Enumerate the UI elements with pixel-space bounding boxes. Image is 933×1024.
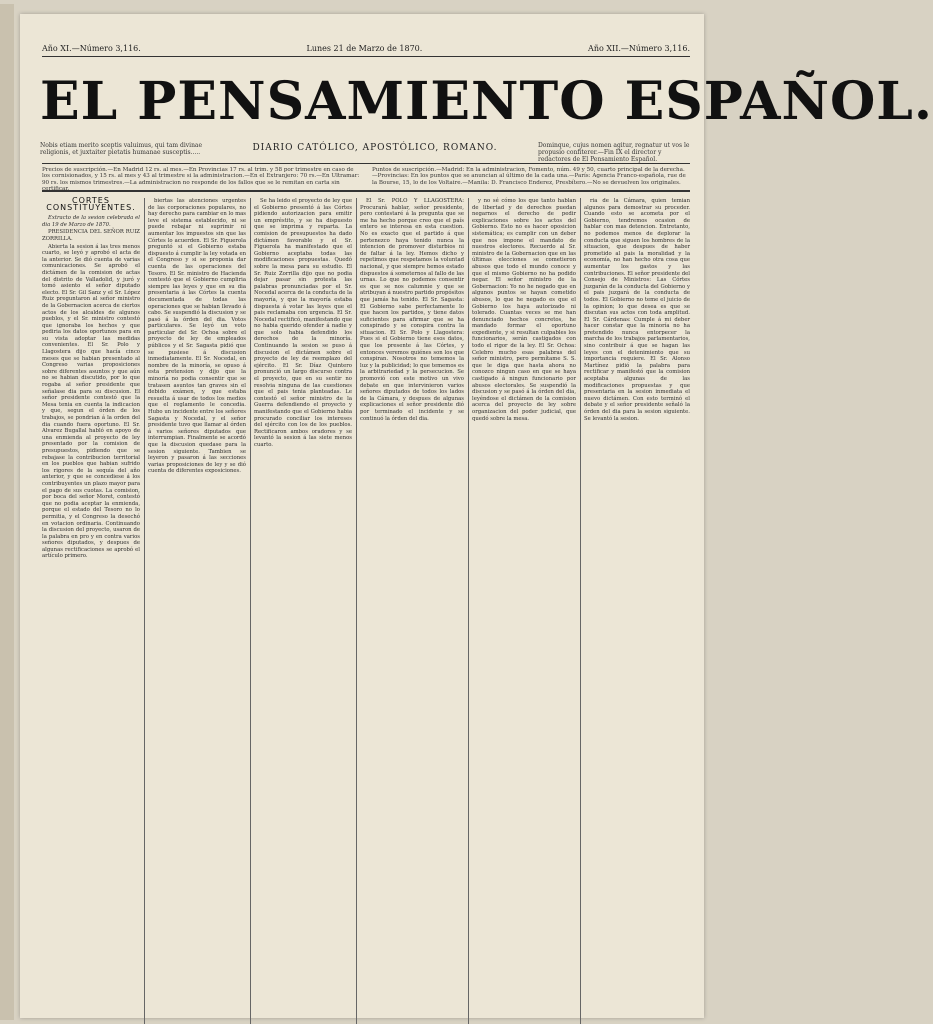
column-4-text: El Sr. POLO Y LLAGOSTERA: Procurará hablar, señor presidente, pero contestaré á la pregunta que se me ha hecho porque creo que el país entero se interesa en esta cuestion. No es exacto que el partido á que pertenezco haya tenido nunca la intencion de promover disturbios ni de faltar á la ley. Hemos dicho y repetimos que respetamos la voluntad nacional, y que siempre hemos estado dispuestos á someternos al fallo de las urnas. Lo que no podemos consentir es que se nos calumnie y que se atribuyan á nuestro partido propósitos que jamás ha tenido. El Sr. Sagasta: El Gobierno sabe perfectamente lo que hacen los partidos, y tiene datos suficientes para afirmar que se ha conspirado y se conspira contra la situacion. El Sr. Polo y Llagostera: Pues si el Gobierno tiene esos datos, que los presente á las Córtes, y entonces veremos quiénes son los que conspiran. Nosotros no tememos la luz y la publicidad; lo que tememos es la arbitrariedad y la persecucion. Se promovió con este motivo un vivo debate en que intervinieron varios señores diputados de todos los lados de la Cámara, y despues de algunas explicaciones el señor presidente dió por terminado el incidente y se continuó la órden del dia. — [360, 198, 464, 422]
section-presidency: PRESIDENCIA DEL SEÑOR RUIZ ZORRILLA. — [42, 229, 140, 242]
motto-right: Dominque, cujus nomen agitur, regnatur ut vos le propusio confiterer.—Fin IX el director y redactores de El Pensamiento Español. — [538, 142, 690, 163]
issue-date: Lunes 21 de Marzo de 1870. — [306, 44, 423, 53]
section-intro: Extracto de la sesion celebrada el dia 19 de Marzo de 1870. — [42, 215, 140, 228]
column-1 — [42, 198, 140, 1024]
column-3 — [254, 198, 352, 1024]
column-2-text: biertas las atenciones urgentes de las corporaciones populares, no hay derecho para cambiar en lo mas leve el sistema establecido, ni se puede rebajar ni suprimir ni aumentar los impuestos sin que las Córtes lo acuerden. El Sr. Figuerola preguntó si el Gobierno estaba dispuesto á cumplir la ley votada en el Congreso y si se proponia dar cuenta de las operaciones del Tesoro. El Sr. ministro de Hacienda contestó que el Gobierno cumpliria siempre las leyes y que en su dia presentaria á las Córtes la cuenta documentada de todas las operaciones que se habian llevado á cabo. Se suspendió la discusion y se pasó á la órden del dia. Votos particulares. Se leyó un voto particular del Sr. Ochoa sobre el proyecto de ley de empleados públicos y el Sr. Sagasta pidió que se pusiese á discusion inmediatamente. El Sr. Nocedal, en nombre de la minoría, se opuso á esta pretension y dijo que la minoría no podia consentir que se tratasen asuntos tan graves sin el debido exámen, y que estaba resuelta á usar de todos los medios que el reglamento le concedia. Hubo un incidente entre los señores Sagasta y Nocedal, y el señor presidente tuvo que llamar al órden á varios señores diputados que interrumpian. Finalmente se acordó que la discusion quedase para la sesion siguiente. Tambien se leyeron y pasaron á las secciones varias proposiciones de ley y se dió cuenta de diferentes exposiciones. — [148, 198, 246, 475]
column-2 — [148, 198, 246, 1024]
column-3-text: Se ha leido el proyecto de ley que el Gobierno presentó á las Córtes pidiendo autorizacion para emitir un empréstito, y se ha dispuesto que se imprima y reparta. La comision de presupuestos ha dado dictámen favorable y el Sr. Figuerola ha manifestado que el Gobierno aceptaba todas las modificaciones propuestas. Quedó sobre la mesa para su estudio. El Sr. Ruiz Zorrilla dijo que no podia dejar pasar sin protesta las palabras pronunciadas por el Sr. Nocedal acerca de la conducta de la mayoría, y que la mayoría estaba dispuesta á votar las leyes que el pais reclamaba con urgencia. El Sr. Nocedal rectificó, manifestando que no habia querido ofender á nadie y que solo habia defendido los derechos de la minoría. Continuando la sesion se puso á discusion el dictámen sobre el proyecto de ley de reemplazo del ejército. El Sr. Díaz Quintero pronunció un largo discurso contra el proyecto, que en su sentir no resolvia ninguna de las cuestiones que el pais tenia planteadas. Le contestó el señor ministro de la Guerra defendiendo el proyecto y manifestando que el Gobierno habia procurado conciliar los intereses del ejército con los de los pueblos. Rectificaron ambos oradores y se levantó la sesion á las siete menos cuarto. — [254, 198, 352, 448]
column-divider — [468, 198, 469, 1024]
masthead-subtitle: DIARIO CATÓLICO, APOSTÓLICO, ROMANO. — [252, 143, 498, 153]
column-divider — [580, 198, 581, 1024]
header-line — [42, 44, 690, 53]
column-5 — [472, 198, 576, 1024]
terms-rule — [42, 190, 690, 192]
issue-left: Año XI.—Número 3,116. — [42, 44, 141, 53]
motto-left: Nobis etiam merito sceptis valuimus, qui tam divinae religionis, et juxtaiter pietatis humanae susceptis..... — [40, 142, 203, 156]
column-divider — [356, 198, 357, 1024]
masthead-title: EL PENSAMIENTO ESPAÑOL. — [40, 71, 933, 132]
section-title: CORTES CONSTITUYENTES. — [46, 196, 136, 212]
column-5-text: y no sé cómo los que tanto hablan de libertad y de derechos puedan negarnos el derecho de pedir explicaciones sobre los actos del Gobierno. Esto no es hacer oposicion sistemática; es cumplir con un deber que nos impone el mandato de nuestros electores. Recuerdo al Sr. ministro de la Gobernacion que en las últimas elecciones se cometieron abusos que todo el mundo conoce y que el mismo Gobierno no ha podido negar. El señor ministro de la Gobernacion: Yo no he negado que en algunos puntos se hayan cometido abusos, lo que he negado es que el Gobierno los haya autorizado ni tolerado. Cuantas veces se me han denunciado hechos concretos, he mandado formar el oportuno expediente, y si resultan culpables los funcionarios, serán castigados con todo el rigor de la ley. El Sr. Ochoa: Celebro mucho esas palabras del señor ministro, pero permítame S. S. que le diga que hasta ahora no conozco ningun caso en que se haya castigado á ningun funcionario por abusos electorales. Se suspendió la discusion y se pasó á la órden del dia, leyéndose el dictámen de la comision acerca del proyecto de ley sobre organizacion del poder judicial, que quedó sobre la mesa. — [472, 198, 576, 422]
column-divider — [144, 198, 145, 1024]
column-4 — [360, 198, 464, 1024]
newspaper-page — [20, 14, 933, 1018]
column-1-text: Abierta la sesion á las tres menos cuarto, se leyó y aprobó el acta de la anterior. Se dió cuenta de varias comunicaciones. Se aprobó el dictámen de la comision de actas del distrito de Valladolid, y juró y tomó asiento el señor diputado electo. El Sr. Gil Sanz y el Sr. López Ruiz preguntaron al señor ministro de la Gobernacion acerca de ciertos actos de los alcaldes de algunos pueblos, y el Sr. ministro contestó que ignoraba los hechos y que pediria los datos oportunos para en su vista adoptar las medidas convenientes. El Sr. Polo y Llagostera dijo que hacía cinco meses que se habian presentado al Congreso varias proposiciones sobre diferentes asuntos y que aún no se habian discutido, por lo que rogaba al señor presidente que señalase dia para su discusion. El señor presidente contestó que la Mesa tenia en cuenta la indicacion y que, segun el órden de los trabajos, se pondrian á la orden del dia cuando fuera oportuno. El Sr. Alvarez Bugallal habló en apoyo de una enmienda al proyecto de ley presentado por la comision de presupuestos, pidiendo que se rebajase la contribucion territorial en los pueblos que habian sufrido los rigores de la sequía del año anterior, y que se concediese á los contribuyentes un plazo mayor para el pago de sus cuotas. La comision, por boca del señor Moret, contestó que no podia aceptar la enmienda, porque el estado del Tesoro no lo permitia, y el Congreso la desechó en votacion ordinaria. Continuando la discusion del proyecto, usaron de la palabra en pro y en contra varios señores diputados, y despues de algunas rectificaciones se aprobó el artículo primero. — [42, 243, 140, 560]
column-6-text: ria de la Cámara, quien temian algunos para demostrar su proceder. Cuando esto se acometa por el Gobierno, tendremos ocasion de hablar con mas detencion. Entretanto, no podemos menos de deplorar la conducta que siguen los hombres de la situacion, que despues de haber prometido al pais la moralidad y la economía, no han hecho otra cosa que aumentar los gastos y las contribuciones. El señor presidente del Consejo de Ministros: Las Córtes juzgarán de la conducta del Gobierno y el pais juzgará de la conducta de todos. El Gobierno no teme el juicio de la opinion; lo que desea es que se discutan sus actos con toda amplitud. El Sr. Cárdenas: Cumple á mi deber hacer constar que la minoría no ha pretendido nunca entorpecer la marcha de los trabajos parlamentarios, sino contribuir á que se hagan las leyes con el detenimiento que su importancia requiere. El Sr. Alonso Martínez pidió la palabra para rectificar y manifestó que la comision aceptaba algunas de las modificaciones propuestas y que presentaria en la sesion inmediata el nuevo dictámen. Con esto terminó el debate y el señor presidente señaló la órden del dia para la sesion siguiente. Se levantó la sesion. — [584, 198, 690, 422]
subscription-prices: Precios de suscripción.—En Madrid 12 rs. al mes.—En Provincias 17 rs. al trim. y 58 por trimestre en caso de los cornisionados, y 15 rs. al mes y 43 al trimestre si la administracion.—En el Extranjero: 70 rs.—En Ultramar: 90 rs. los mismos trimestres.—La administracion no responde de los fallos que se le remitan en carta sin — [42, 167, 360, 186]
masthead-rule — [42, 163, 690, 164]
header-rule — [42, 56, 690, 57]
adjacent-page-edge — [0, 4, 14, 1020]
issue-right: Año XII.—Número 3,116. — [588, 44, 690, 53]
subscription-points: Puntos de suscripción.—Madrid: En la administracion, Fomento, núm. 49 y 50, cuarto principal de la derecha.—Provincias: En los puntos que se anuncian al último de la cada una.—París: Agencia Franco-española, rue de la Bourse, 15, lo de los Voltaire.—Manila: D. Francisco Enderez, Presbítero.—No se devuelven los originales. — [372, 167, 686, 186]
column-divider — [250, 198, 251, 1024]
column-6 — [584, 198, 690, 1024]
